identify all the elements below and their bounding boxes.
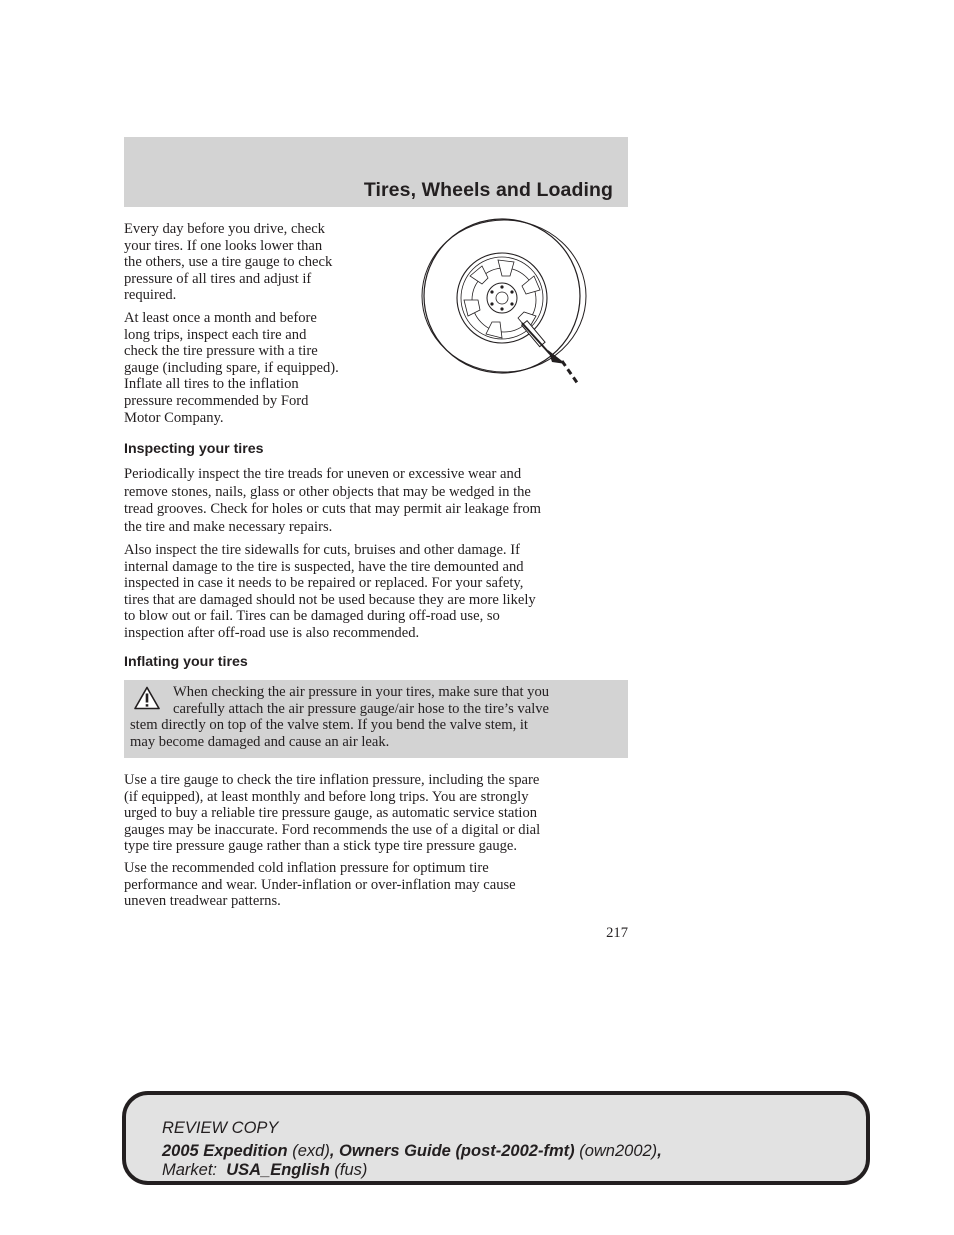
market-identifier: Market: USA_English (fus) — [162, 1161, 368, 1179]
text-line: internal damage to the tire is suspected, have the tire demounted and — [124, 558, 524, 575]
inflating-paragraph-1 — [124, 772, 628, 855]
text-line: Inflate all tires to the inflation — [124, 376, 299, 393]
text-line: long trips, inspect each tire and — [124, 326, 307, 343]
text-line: your tires. If one looks lower than — [124, 237, 323, 254]
tire-pressure-check-illustration — [418, 218, 588, 388]
inspecting-paragraph-2 — [124, 542, 628, 642]
text-line: urged to buy a reliable tire pressure gauge, as automatic service station — [124, 805, 538, 822]
text-line: inspected in case it needs to be repaired or replaced. For your safety, — [124, 575, 524, 592]
document-identifier: 2005 Expedition (exd), Owners Guide (post-2002-fmt) (own2002), — [162, 1142, 662, 1160]
section-header-band — [124, 137, 628, 207]
intro-paragraph-1 — [124, 221, 386, 304]
intro-paragraph-2 — [124, 310, 386, 426]
text-line: pressure recommended by Ford — [124, 392, 309, 409]
review-copy-footer — [122, 1091, 870, 1185]
text-line: inspection after off-road use is also recommended. — [124, 624, 420, 641]
text-line: Motor Company. — [124, 409, 224, 426]
inflating-heading: Inflating your tires — [124, 654, 248, 670]
review-copy-label: REVIEW COPY — [162, 1119, 279, 1137]
text-line: pressure of all tires and adjust if — [124, 270, 312, 287]
page-number: 217 — [606, 925, 628, 941]
text-line: performance and wear. Under-inflation or over-inflation may cause — [124, 876, 516, 893]
text-line: tires that are damaged should not be used because they are more likely — [124, 591, 536, 608]
text-line: Every day before you drive, check — [124, 221, 325, 237]
text-line: At least once a month and before — [124, 310, 317, 326]
text-line: uneven treadwear patterns. — [124, 893, 281, 910]
text-line: the others, use a tire gauge to check — [124, 254, 333, 271]
text-line: tread grooves. Check for holes or cuts that may permit air leakage from — [124, 501, 541, 517]
text-line: Use a tire gauge to check the tire inflation pressure, including the spare — [124, 772, 540, 788]
inflating-paragraph-2 — [124, 860, 628, 910]
text-line: to blow out or fail. Tires can be damaged during off-road use, so — [124, 608, 500, 625]
text-line: type tire pressure gauge rather than a stick type tire pressure gauge. — [124, 838, 518, 855]
text-line: (if equipped), at least monthly and before long trips. You are strongly — [124, 788, 529, 805]
text-line: Use the recommended cold inflation pressure for optimum tire — [124, 860, 489, 876]
text-line: check the tire pressure with a tire — [124, 343, 318, 360]
section-title: Tires, Wheels and Loading — [363, 179, 613, 201]
warning-box — [124, 680, 628, 758]
text-line: Also inspect the tire sidewalls for cuts, bruises and other damage. If — [124, 542, 520, 558]
warning-text: When checking the air pressure in your tires, make sure that you carefully attach the air pressure gauge/air hose to the tire’s valve stem directly on top of the valve stem. If you bend the valve stem, it may become damaged and cause an air leak. — [130, 684, 550, 750]
inspecting-paragraph-1 — [124, 466, 628, 536]
text-line: gauges may be inaccurate. Ford recommends the use of a digital or dial — [124, 821, 541, 838]
text-line: remove stones, nails, glass or other objects that may be wedged in the — [124, 483, 531, 500]
text-line: Periodically inspect the tire treads for uneven or excessive wear and — [124, 466, 522, 482]
text-line: the tire and make necessary repairs. — [124, 518, 333, 535]
text-line: gauge (including spare, if equipped). — [124, 359, 339, 376]
inspecting-heading: Inspecting your tires — [124, 441, 264, 457]
text-line: required. — [124, 287, 177, 304]
